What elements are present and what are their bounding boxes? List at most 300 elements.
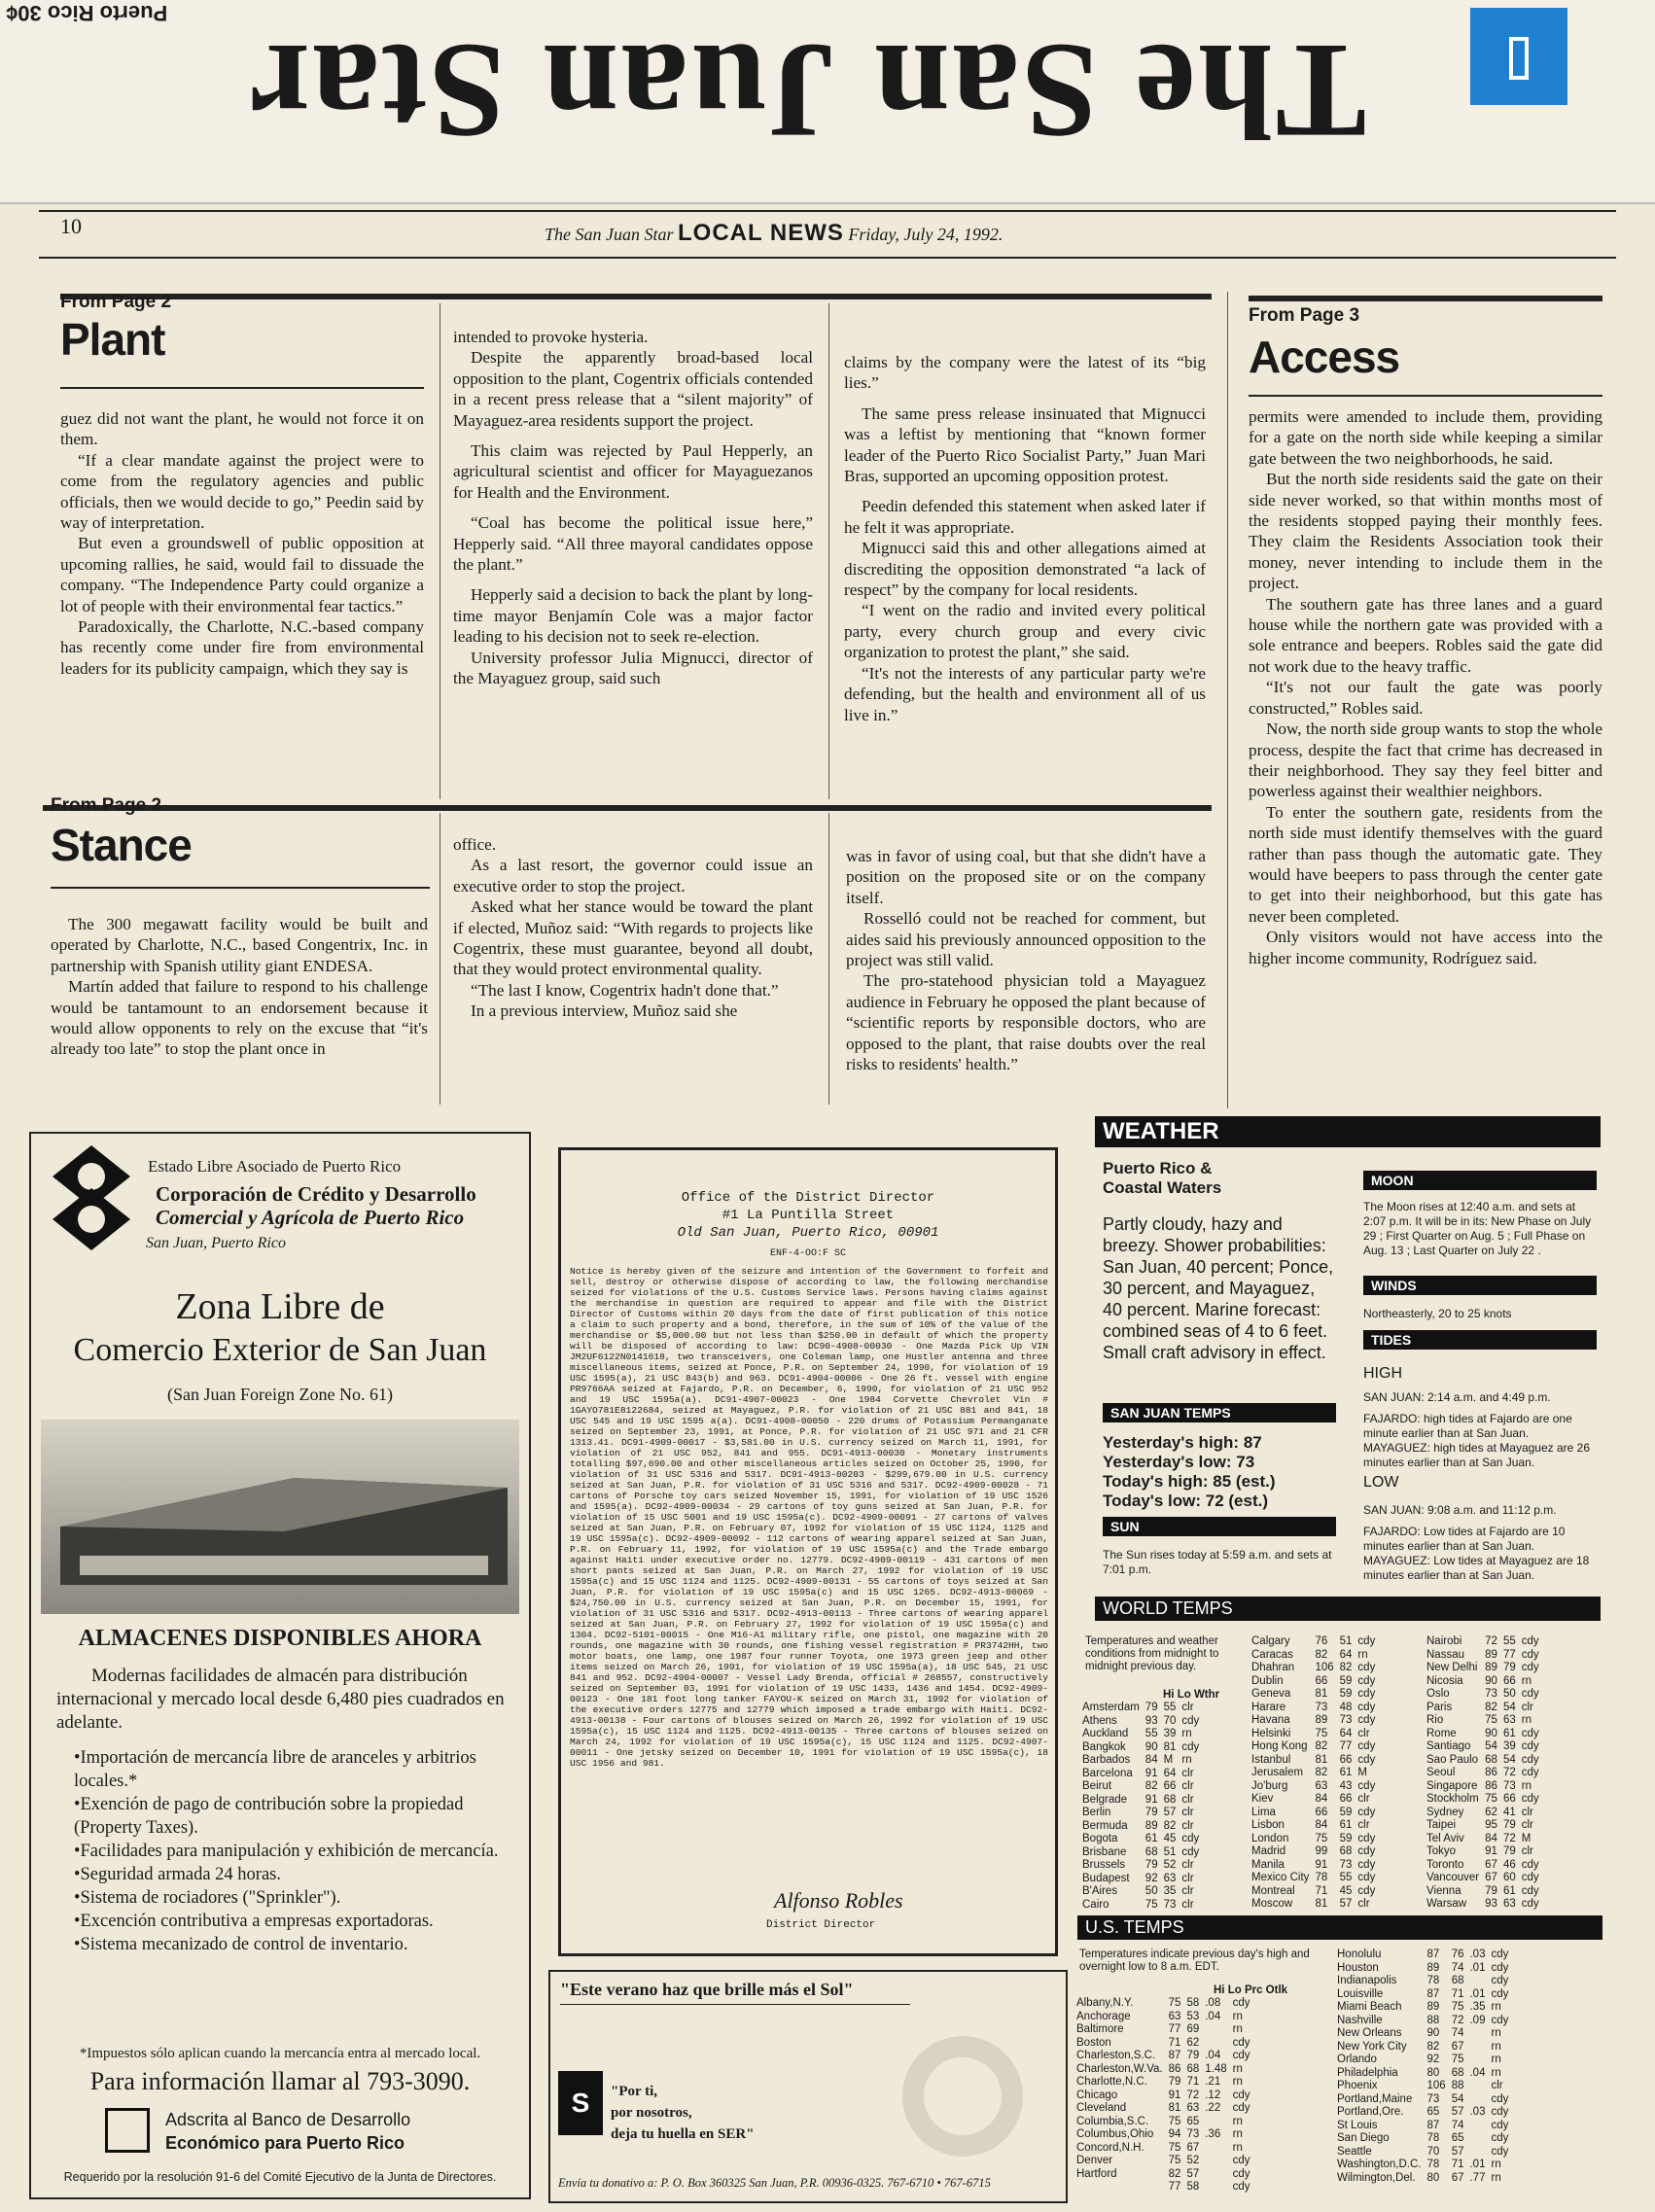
sol-line: "Por ti, [611, 2084, 658, 2099]
city-cell: Caracas [1251, 1648, 1293, 1661]
bullet-item: •Importación de mercancía libre de aranceles y arbitrios locales.* [74, 1748, 476, 1791]
temp-cell: cdy [1521, 1898, 1539, 1910]
temp-row [1079, 1859, 1202, 1873]
temp-cell: cdy [1521, 1727, 1539, 1739]
zone-org-line-1: Estado Libre Asociado de Puerto Rico [148, 1157, 402, 1176]
temp-cell: rn [1232, 2062, 1243, 2075]
temp-cell: 79 [1502, 1845, 1516, 1857]
paragraph: Martín added that failure to respond to his challenge would be tantamount to an endorsement because it would allow opponents to rely on the excuse that “it's already too late” to stop the plant once in [51, 977, 428, 1059]
city-cell: Belgrade [1082, 1793, 1128, 1806]
city-cell: Budapest [1082, 1872, 1130, 1884]
temp-cell: 54 [1451, 2092, 1464, 2105]
sun-text: The Sun rises today at 5:59 a.m. and sets at 7:01 p.m. [1103, 1548, 1332, 1576]
temp-cell: 74 [1451, 1961, 1464, 1974]
temp-cell: 90 [1485, 1674, 1497, 1687]
temp-cell: 86 [1485, 1779, 1497, 1792]
temp-cell: cdy [1521, 1767, 1539, 1778]
temp-cell: .04 [1205, 2010, 1221, 2022]
temp-row [1424, 1635, 1542, 1649]
temp-cell: cdy [1357, 1845, 1376, 1857]
temp-cell: 79 [1485, 1884, 1497, 1897]
temp-cell: 91 [1315, 1858, 1328, 1871]
temp-row [1079, 1728, 1202, 1741]
temp-cell: 82 [1426, 2040, 1440, 2053]
temp-row [1334, 2027, 1511, 2041]
temp-cell: 79 [1186, 2050, 1200, 2061]
temp-cell: cdy [1357, 1714, 1376, 1726]
temp-cell: clr [1521, 1701, 1533, 1713]
city-cell: Jerusalem [1251, 1767, 1304, 1778]
temp-cell: rn [1232, 2141, 1243, 2154]
temp-cell: 73 [1426, 2092, 1440, 2105]
temp-cell: 87 [1168, 2050, 1181, 2061]
sol-footer: Envía tu donativo a: P. O. Box 360325 San Juan, P.R. 00936-0325. 767-6710 • 767-6715 [558, 2176, 991, 2190]
temp-row [1079, 1846, 1202, 1860]
city-cell: Columbia,S.C. [1076, 2115, 1149, 2127]
temp-cell: 79 [1144, 1859, 1158, 1871]
city-cell: Geneva [1251, 1688, 1291, 1700]
temp-row [1334, 2120, 1511, 2133]
bullet-item: •Seguridad armada 24 horas. [74, 1865, 282, 1884]
paragraph: The 300 megawatt facility would be built and operated by Charlotte, N.C., based Congentrix, Inc. in partnership with Spanish utility giant ENDESA. [51, 915, 428, 975]
temp-cell: rn [1521, 1674, 1532, 1687]
temp-cell: 57 [1451, 2106, 1464, 2118]
temp-cell: 74 [1451, 2119, 1464, 2131]
temp-cell: 67 [1451, 2040, 1464, 2053]
temp-cell: cdy [1521, 1884, 1539, 1897]
stance-column-1 [51, 914, 428, 1060]
temp-cell: 72 [1485, 1635, 1497, 1647]
city-cell: Paris [1426, 1701, 1453, 1713]
temp-cell: cdy [1357, 1858, 1376, 1871]
temp-cell: 82 [1315, 1648, 1328, 1661]
city-cell: Tel Aviv [1426, 1832, 1464, 1844]
us-table-1 [1074, 1997, 1253, 2194]
temp-cell: 68 [1163, 1793, 1177, 1806]
city-cell: Singapore [1426, 1779, 1478, 1792]
temp-cell: 66 [1315, 1674, 1328, 1687]
temp-cell: 54 [1502, 1701, 1516, 1713]
temp-cell: 61 [1339, 1767, 1353, 1778]
temp-cell: 52 [1163, 1859, 1177, 1871]
temp-cell: .21 [1205, 2076, 1221, 2088]
temp-cell: 73 [1339, 1858, 1353, 1871]
high-note: FAJARDO: high tides at Fajardo are one minute earlier than at San Juan. MAYAGUEZ: high tides at Mayaguez are 26 minutes earlier than at San Juan. [1363, 1412, 1590, 1469]
temp-cell: 55 [1144, 1728, 1158, 1739]
temp-cell: 61 [1144, 1833, 1158, 1844]
city-cell: Athens [1082, 1714, 1117, 1727]
temp-cell: rn [1357, 1648, 1368, 1661]
temp-cell: 75 [1168, 2141, 1181, 2154]
notice-line-3: Old San Juan, Puerto Rico, 00901 [677, 1225, 939, 1241]
temp-cell [1466, 1975, 1488, 1988]
world-temps-title: WORLD TEMPS [1095, 1597, 1601, 1621]
temp-cell: cdy [1357, 1674, 1376, 1687]
temp-cell: .77 [1469, 2171, 1486, 2184]
zone-resolution: Requerido por la resolución 91-6 del Comité Ejecutivo de la Junta de Directores. [63, 2170, 497, 2184]
paragraph: The same press release insinuated that Mignucci was a leftist by mentioning that “known former leader of the Puerto Rico Socialist Party,” Juan Mari Bras, supported an upcoming opposition protest. [844, 404, 1206, 486]
zone-bank-2: Económico para Puerto Rico [165, 2133, 405, 2153]
temp-cell [1202, 2155, 1229, 2168]
temp-cell: 75 [1485, 1793, 1497, 1805]
temp-cell: 57 [1186, 2167, 1200, 2180]
temp-cell: 79 [1144, 1807, 1158, 1818]
weather-sub-2: Coastal Waters [1103, 1178, 1222, 1197]
temp-row [1334, 2132, 1511, 2146]
zone-body: Modernas facilidades de almacén para distribución internacional y mercado local desde 6,480 pies cuadrados en adelante. [56, 1666, 505, 1733]
temp-row [1079, 1768, 1202, 1781]
temp-cell: clr [1181, 1702, 1194, 1713]
city-cell: Berlin [1082, 1807, 1111, 1818]
zone-title-2: Comercio Exterior de San Juan [73, 1332, 487, 1368]
sol-message [611, 2081, 755, 2145]
temp-cell: 71 [1168, 2036, 1181, 2049]
city-cell: Anchorage [1076, 2010, 1131, 2022]
temp-cell: 75 [1451, 2054, 1464, 2065]
temp-cell: 76 [1315, 1635, 1328, 1647]
temp-cell: 45 [1163, 1833, 1177, 1844]
masthead-title: The San Juan Star [247, 16, 1367, 166]
plant-column-3 [844, 352, 1206, 725]
temp-cell: 63 [1315, 1779, 1328, 1792]
temp-cell: 78 [1315, 1872, 1328, 1883]
temp-cell: 71 [1451, 2159, 1464, 2170]
temp-row [1249, 1767, 1378, 1780]
temp-cell: 73 [1485, 1688, 1497, 1700]
temp-row [1079, 1807, 1202, 1820]
paragraph: was in favor of using coal, but that she didn't have a position on the proposed site or on the company itself. [846, 847, 1206, 907]
page-number: 10 [60, 214, 82, 238]
temp-cell: 67 [1451, 2171, 1464, 2184]
temp-cell: cdy [1232, 2155, 1250, 2166]
section-rule [43, 805, 1212, 811]
paragraph: “Coal has become the political issue here,” Hepperly said. “All three mayoral candidates oppose the plant.” [453, 513, 813, 575]
section-rule [60, 294, 1212, 299]
corporation-logo-icon [43, 1138, 140, 1258]
temp-cell: cdy [1491, 2092, 1509, 2105]
paragraph: claims by the company were the latest of its “big lies.” [844, 353, 1206, 393]
temp-row [1424, 1728, 1542, 1741]
paragraph: “The last I know, Cogentrix hadn't done that.” [471, 980, 779, 1000]
temp-cell: 84 [1144, 1754, 1158, 1766]
temp-cell: 95 [1485, 1819, 1497, 1831]
temp-cell: 65 [1186, 2115, 1200, 2127]
temp-cell: 57 [1451, 2145, 1464, 2158]
paragraph: Paradoxically, the Charlotte, N.C.-based company has recently come under fire from environmental leaders for its publicity campaign, which they say is [60, 617, 424, 678]
temp-row [1074, 2050, 1253, 2063]
winds-label: WINDS [1363, 1276, 1597, 1295]
temp-cell: clr [1357, 1727, 1370, 1739]
temp-cell [1466, 2146, 1488, 2159]
temp-row [1249, 1714, 1378, 1728]
plant-column-1 [60, 408, 424, 679]
temp-row [1334, 2172, 1511, 2186]
paragraph: office. [453, 835, 497, 854]
temp-cell: cdy [1491, 2014, 1509, 2026]
temp-cell: 77 [1168, 2023, 1181, 2035]
folio-section: LOCAL NEWS [678, 220, 844, 246]
temp-row [1334, 2106, 1511, 2120]
temp-cell: 89 [1315, 1714, 1328, 1726]
temp-cell: 79 [1168, 2076, 1181, 2088]
city-cell: Havana [1251, 1714, 1290, 1726]
temp-cell: 89 [1426, 1961, 1440, 1974]
temp-cell [1202, 2142, 1229, 2156]
high-label: HIGH [1363, 1365, 1402, 1382]
temp-cell: clr [1181, 1898, 1194, 1911]
city-cell: Harare [1251, 1701, 1286, 1713]
temp-cell: 63 [1186, 2102, 1200, 2114]
city-cell: Auckland [1082, 1728, 1129, 1739]
city-cell: Calgary [1251, 1635, 1290, 1647]
temp-cell: M [1521, 1832, 1532, 1844]
weather-title: WEATHER [1095, 1116, 1601, 1147]
paragraph: But even a groundswell of public opposition at upcoming rallies, he said, would fail to dissuade the company. “The Independence Party could organize a lot of people with their environmental fear tactics.” [60, 534, 424, 615]
temp-cell: 74 [1451, 2027, 1464, 2039]
temp-row [1079, 1780, 1202, 1794]
temp-cell: 51 [1163, 1845, 1177, 1858]
low-note: FAJARDO: Low tides at Fajardo are 10 minutes earlier than at San Juan. MAYAGUEZ: Low tides at Mayaguez are 18 minutes earlier than at San Juan. [1363, 1525, 1590, 1582]
temp-cell: 88 [1451, 2080, 1464, 2091]
temp-cell: 50 [1502, 1688, 1516, 1700]
temp-cell: 81 [1315, 1898, 1328, 1910]
temp-row [1424, 1702, 1542, 1715]
temp-row [1074, 2023, 1253, 2037]
temp-cell: 75 [1315, 1832, 1328, 1844]
temp-row [1074, 1997, 1253, 2011]
temp-cell: 46 [1502, 1858, 1516, 1871]
temp-row [1074, 2037, 1253, 2051]
temp-cell [1202, 2116, 1229, 2129]
temp-cell: 90 [1485, 1727, 1497, 1739]
temp-cell: 68 [1451, 2066, 1464, 2079]
plant-headline: Plant [60, 314, 165, 365]
city-cell: Washington,D.C. [1337, 2159, 1422, 2170]
city-cell: Dhahran [1251, 1662, 1295, 1673]
temp-row [1249, 1833, 1378, 1846]
paragraph: intended to provoke hysteria. [453, 328, 649, 346]
temp-row [1424, 1807, 1542, 1820]
temp-cell: clr [1181, 1793, 1194, 1806]
city-cell: Cleveland [1076, 2102, 1127, 2114]
city-cell: Indianapolis [1337, 1975, 1397, 1986]
temp-cell: 81 [1315, 1753, 1328, 1766]
temp-cell: rn [1181, 1754, 1192, 1766]
temp-cell: 55 [1502, 1635, 1516, 1647]
city-cell: Bogota [1082, 1833, 1118, 1844]
temp-cell: 84 [1315, 1793, 1328, 1805]
temp-row [1334, 2041, 1511, 2054]
city-cell: Houston [1337, 1961, 1379, 1974]
winds-text: Northeasterly, 20 to 25 knots [1363, 1307, 1512, 1320]
temp-row [1249, 1780, 1378, 1794]
temp-row [1249, 1662, 1378, 1675]
temp-cell [1466, 2054, 1488, 2067]
city-cell: Portland,Maine [1337, 2092, 1413, 2105]
world-intro: Temperatures and weather conditions from midnight to midnight previous day. [1085, 1635, 1219, 1672]
temp-cell: clr [1491, 2080, 1503, 2091]
paragraph: The southern gate has three lanes and a guard house while the northern gate was provided with a sole entrance and beepers. Robles said the gate did not work due to the heavy traffic. [1249, 594, 1602, 676]
temp-cell: 63 [1502, 1898, 1516, 1910]
temp-row [1424, 1819, 1542, 1833]
folio-date: Friday, July 24, 1992. [848, 225, 1004, 244]
temp-cell: .12 [1205, 2089, 1221, 2101]
temp-row [1074, 2128, 1253, 2142]
city-cell: Beirut [1082, 1780, 1112, 1792]
plant-kicker: From Page 2 [60, 292, 172, 312]
paragraph: Only visitors would not have access into the higher income community, Rodríguez said. [1249, 928, 1602, 967]
city-cell: Madrid [1251, 1845, 1286, 1857]
temp-cell: 73 [1339, 1714, 1353, 1726]
temp-cell: 63 [1502, 1714, 1516, 1726]
sun-label: SUN [1103, 1517, 1336, 1536]
temp-cell: rn [1521, 1714, 1532, 1726]
temp-cell: 79 [1502, 1662, 1516, 1673]
temp-cell: cdy [1357, 1740, 1376, 1752]
temp-row [1249, 1819, 1378, 1833]
temp-cell: 91 [1144, 1767, 1158, 1779]
temp-row [1424, 1885, 1542, 1899]
temp-cell: cdy [1357, 1635, 1376, 1647]
sol-headline: "Este verano haz que brille más el Sol" [560, 1980, 910, 2005]
column-divider [1227, 292, 1228, 1108]
temp-cell: 66 [1339, 1753, 1353, 1766]
temp-row [1424, 1649, 1542, 1663]
sj-temps [1103, 1433, 1276, 1511]
temp-cell [1466, 2120, 1488, 2133]
temp-cell: 72 [1502, 1767, 1516, 1778]
temp-cell: 91 [1485, 1845, 1497, 1857]
zone-subtitle: (San Juan Foreign Zone No. 61) [167, 1385, 393, 1404]
temp-cell: rn [1491, 2066, 1501, 2079]
city-cell: St Louis [1337, 2119, 1378, 2131]
paragraph: The pro-statehood physician told a Mayaguez audience in February he opposed the plant because of “scientific reports by responsible doctors, who are opposed to the plant, that raise doubts over the real risks to residents' health.” [846, 971, 1206, 1074]
city-cell: Manila [1251, 1858, 1285, 1871]
high-sj: SAN JUAN: 2:14 a.m. and 4:49 p.m. [1363, 1390, 1551, 1404]
city-cell: Nassau [1426, 1648, 1464, 1661]
city-cell: Istanbul [1251, 1753, 1291, 1766]
temp-cell: 81 [1168, 2102, 1181, 2114]
temp-cell: M [1357, 1767, 1368, 1778]
weather-sub-1: Puerto Rico & [1103, 1159, 1213, 1177]
temp-row [1074, 2155, 1253, 2168]
temp-cell: cdy [1521, 1740, 1539, 1752]
temp-cell: clr [1181, 1807, 1194, 1818]
temp-row [1424, 1780, 1542, 1794]
temp-cell: 86 [1485, 1767, 1497, 1778]
city-cell: Albany,N.Y. [1076, 1997, 1134, 2009]
temp-cell: 63 [1163, 1872, 1177, 1884]
temp-cell: rn [1491, 2159, 1501, 2170]
temp-cell: rn [1232, 2010, 1243, 2022]
zone-headline: ALMACENES DISPONIBLES AHORA [78, 1626, 482, 1651]
temp-row [1079, 1885, 1202, 1899]
folio-line [545, 220, 1003, 247]
city-cell: Rome [1426, 1727, 1457, 1739]
world-table-2 [1249, 1635, 1378, 1912]
world-table-3 [1424, 1635, 1542, 1912]
temp-cell: cdy [1357, 1872, 1376, 1883]
temp-row [1079, 1754, 1202, 1768]
temp-cell: 77 [1339, 1740, 1353, 1752]
temp-row [1074, 2076, 1253, 2089]
paragraph: “I went on the radio and invited every political party, every church group and every civic organization to protest the plant,” she said. [844, 601, 1206, 662]
temp-cell: 91 [1144, 1793, 1158, 1806]
city-cell: Orlando [1337, 2054, 1377, 2065]
temp-cell: 79 [1144, 1702, 1158, 1713]
temp-cell: 39 [1163, 1728, 1177, 1739]
temp-cell: 63 [1168, 2010, 1181, 2022]
zone-phone: Para información llamar al 793-3090. [89, 2067, 471, 2095]
temp-row [1074, 2116, 1253, 2129]
temp-cell: 43 [1339, 1779, 1353, 1792]
temp-cell: 106 [1426, 2080, 1446, 2091]
paragraph: permits were amended to include them, providing for a gate on the north side while keeping a similar gate between the two neighborhoods, he said. [1249, 407, 1602, 468]
paragraph: As a last resort, the governor could issue an executive order to stop the project. [453, 856, 813, 895]
city-cell: Nairobi [1426, 1635, 1462, 1647]
temp-cell: 55 [1339, 1872, 1353, 1883]
temp-cell: 75 [1451, 2001, 1464, 2013]
temp-cell: 92 [1144, 1872, 1158, 1884]
temp-cell: 64 [1339, 1648, 1353, 1661]
bullet-item: •Exención de pago de contribución sobre la propiedad (Property Taxes). [74, 1795, 464, 1838]
temp-cell: 75 [1315, 1727, 1328, 1739]
city-cell: Louisville [1337, 1987, 1384, 2000]
temp-cell: 82 [1144, 1780, 1158, 1792]
temp-cell: .22 [1205, 2102, 1221, 2114]
paragraph: Rosselló could not be reached for comment, but aides said his previously announced opposition to the project was still valid. [846, 909, 1206, 970]
city-cell: Wilmington,Del. [1337, 2171, 1416, 2184]
temp-cell: 73 [1502, 1779, 1516, 1792]
temp-cell: 66 [1163, 1780, 1177, 1792]
temp-cell: 68 [1144, 1845, 1158, 1858]
temp-row [1249, 1688, 1378, 1702]
temp-row [1424, 1675, 1542, 1689]
temp-cell: 52 [1186, 2155, 1200, 2166]
temp-row [1074, 2089, 1253, 2103]
temp-cell: cdy [1491, 1961, 1509, 1974]
temp-cell: cdy [1181, 1740, 1200, 1753]
temp-cell: cdy [1491, 2145, 1509, 2158]
temp-cell [1466, 2080, 1488, 2093]
sol-line: por nosotros, [611, 2105, 692, 2121]
temp-row [1334, 2146, 1511, 2159]
paragraph: Mignucci said this and other allegations aimed at discrediting the opposition demonstrated “a lack of respect” by the company for local residents. [844, 539, 1206, 600]
temp-cell: 90 [1144, 1740, 1158, 1753]
temp-cell: cdy [1521, 1872, 1539, 1883]
temp-cell: cdy [1357, 1806, 1376, 1818]
temp-cell: cdy [1357, 1753, 1376, 1766]
temp-row [1074, 2168, 1253, 2182]
folio-paper: The San Juan Star [545, 225, 674, 244]
weather-forecast: Partly cloudy, hazy and breezy. Shower probabilities: San Juan, 40 percent; Ponce, 30 percent, and Mayaguez, 40 percent. Marine forecast: combined seas of 4 to 6 feet. Small craft advisory in effect. [1103, 1214, 1334, 1362]
notice-sig-title: District Director [766, 1919, 876, 1931]
temp-row [1079, 1741, 1202, 1755]
headline-rule [60, 387, 424, 389]
temp-cell: 78 [1426, 2159, 1440, 2170]
temp-cell: cdy [1521, 1793, 1539, 1805]
temp-cell: 58 [1186, 1997, 1200, 2009]
city-cell: Bangkok [1082, 1740, 1126, 1753]
paragraph: University professor Julia Mignucci, director of the Mayaguez group, said such [453, 648, 813, 688]
temp-cell: 66 [1339, 1793, 1353, 1805]
us-temps-title: U.S. TEMPS [1077, 1915, 1602, 1940]
temp-cell: 87 [1426, 1987, 1440, 2000]
temp-cell [1202, 2037, 1229, 2051]
stance-column-2 [453, 834, 813, 1022]
temp-cell: cdy [1521, 1648, 1539, 1661]
temp-cell: rn [1232, 2128, 1243, 2140]
